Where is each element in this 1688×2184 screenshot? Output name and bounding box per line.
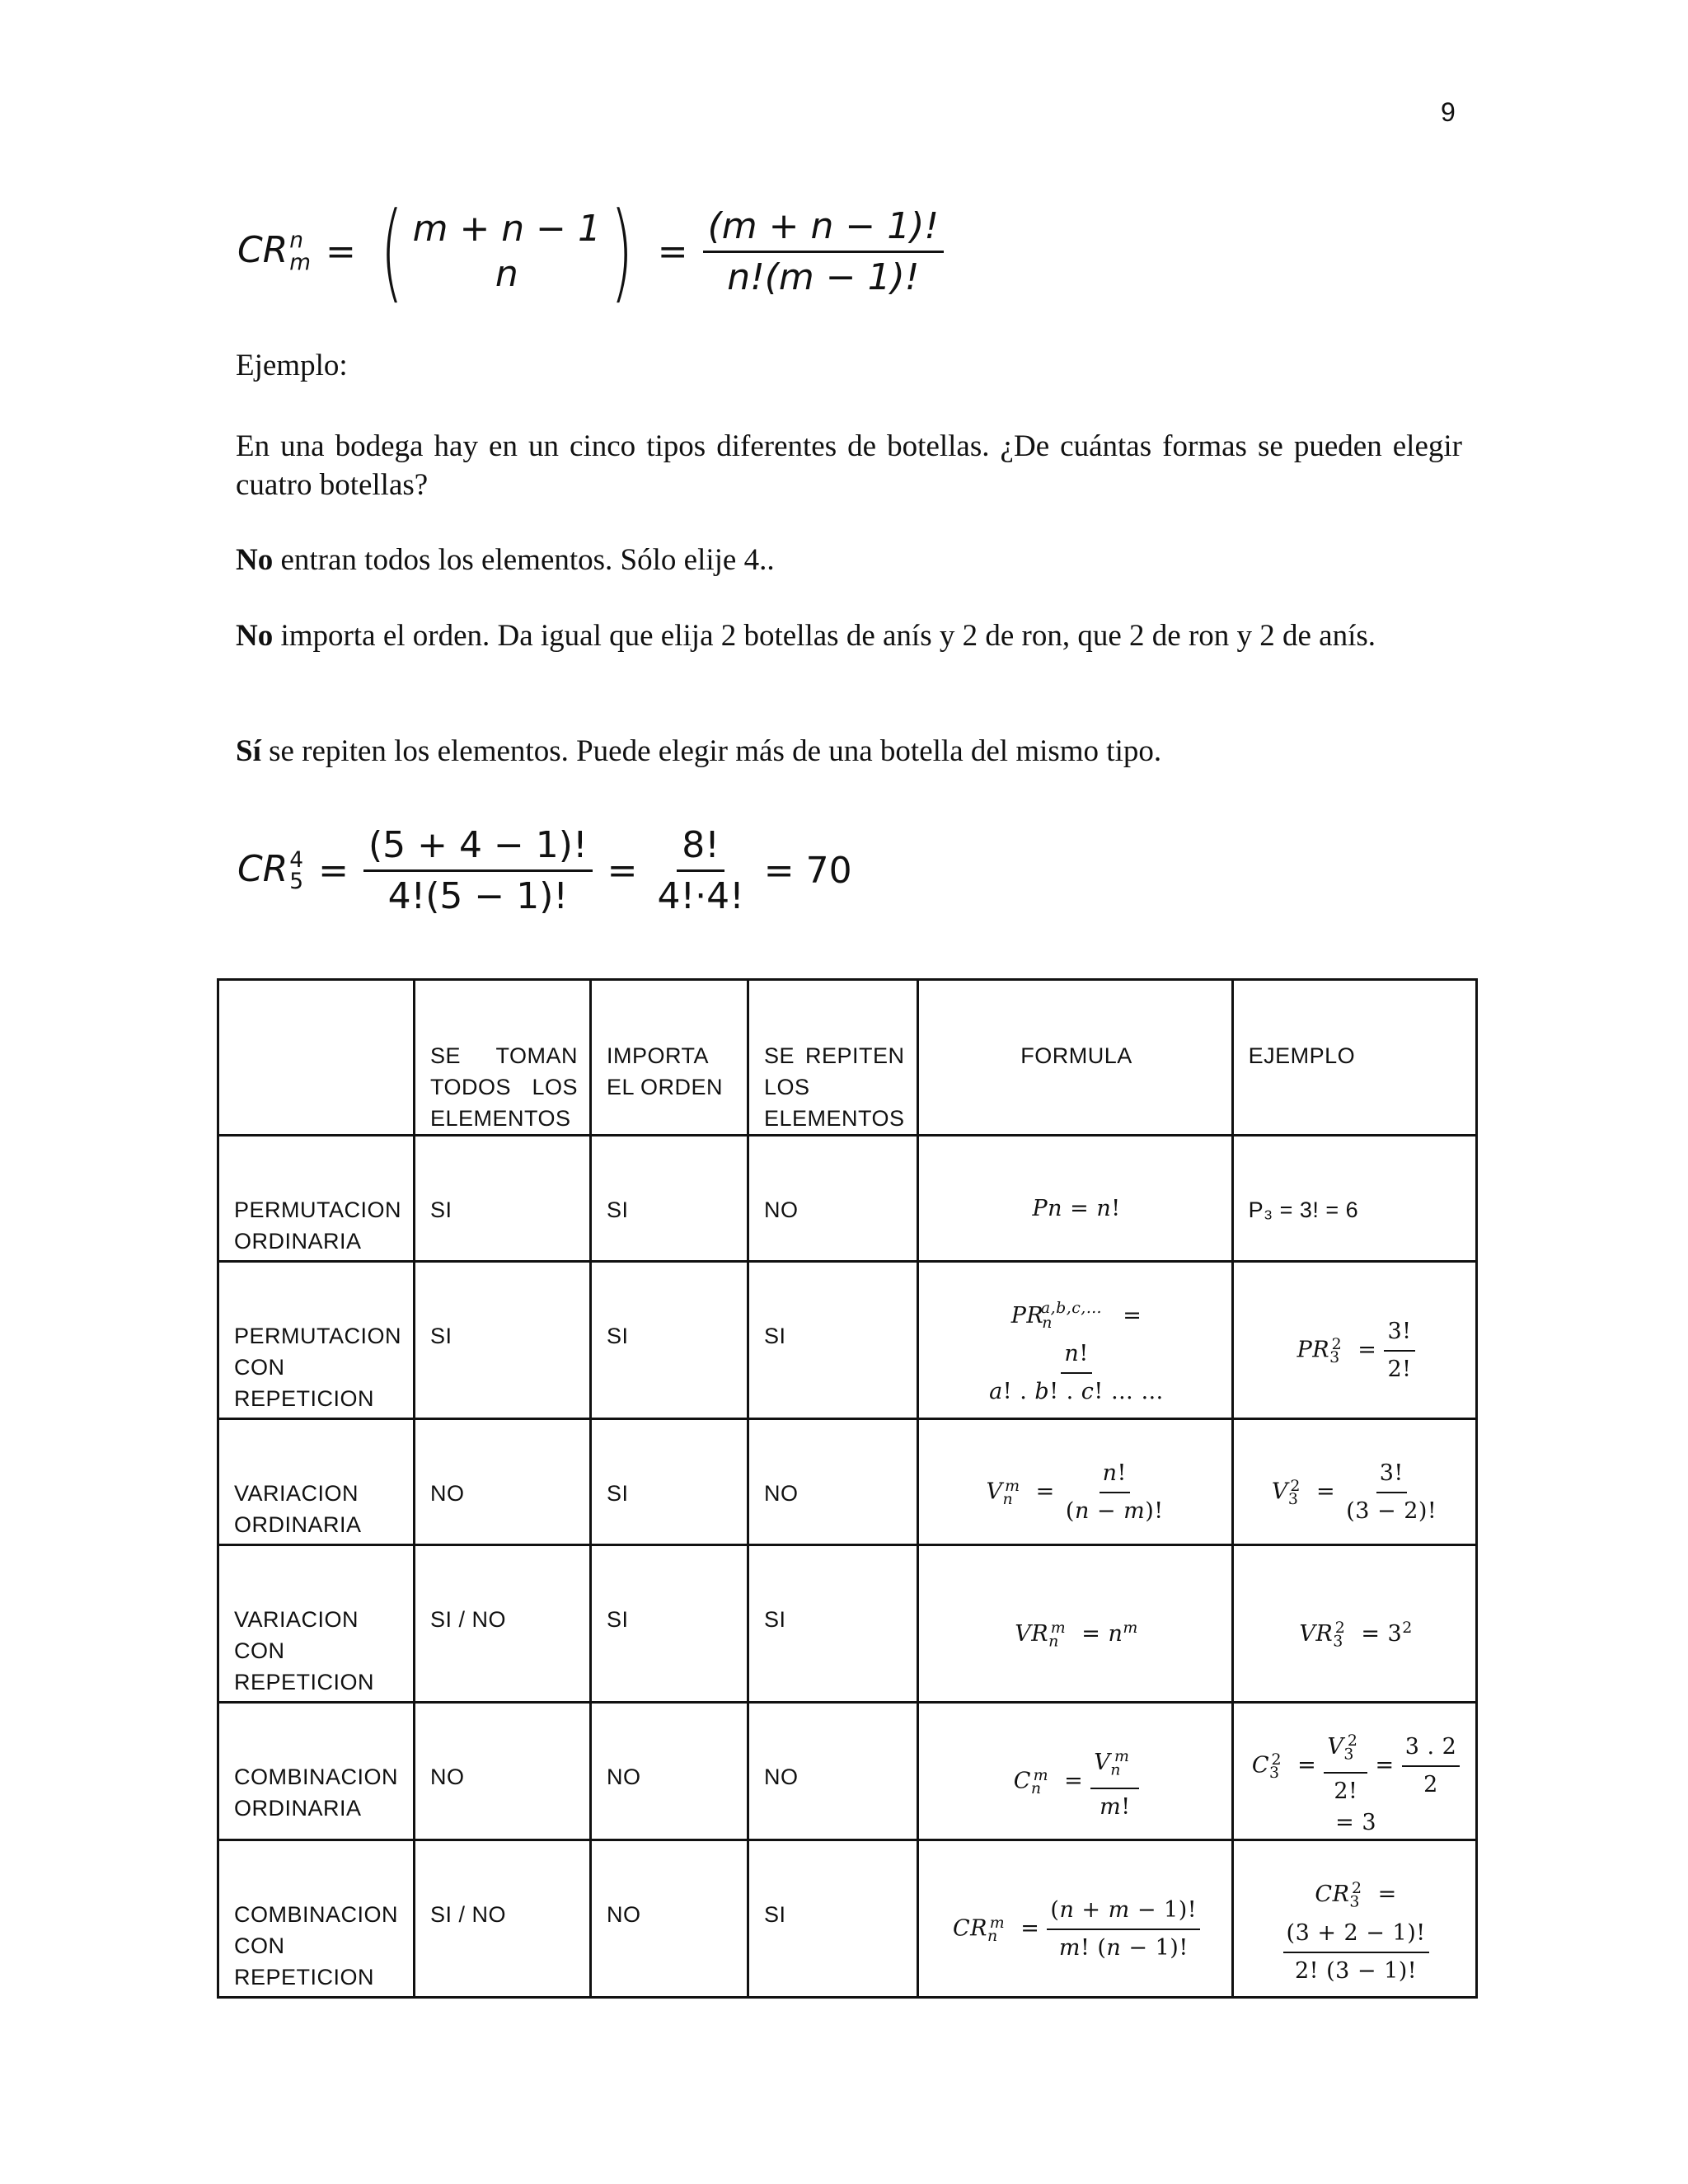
cell-ejemplo: $CR_3^2$ = $\frac{(3 + 2 - 1)!}{2! (3 - 1)!}$: [1232, 1840, 1476, 1998]
fraction: $\frac{(m + n - 1)!}{n!(m - 1)!}$: [703, 205, 944, 298]
cell-toman: SI: [415, 1136, 591, 1262]
table-row: [218, 1419, 1477, 1545]
header-ejemplo: EJEMPLO: [1232, 980, 1476, 1136]
table-row: [218, 1840, 1477, 1998]
cell-repiten: SI: [748, 1545, 918, 1703]
binom-top: m + n − 1: [412, 208, 602, 250]
cell-ejemplo: P₃ = 3! = 6: [1232, 1136, 1476, 1262]
table-row: [218, 1262, 1477, 1419]
cell-toman: NO: [415, 1419, 591, 1545]
table-row: [218, 1545, 1477, 1703]
cell-orden: SI: [591, 1545, 748, 1703]
cell-formula: $VR_n^m = n^m$: [917, 1545, 1232, 1703]
header-empty: [218, 980, 415, 1136]
table-row: [218, 1703, 1477, 1840]
example-question: En una bodega hay en un cinco tipos diferentes de botellas. ¿De cuántas formas se pueden elegir cuatro botellas?: [236, 429, 1462, 502]
cell-repiten: NO: [748, 1136, 918, 1262]
formula-combination-repetition-general: [237, 189, 944, 314]
binom-bottom: n: [495, 253, 518, 295]
paragraph-no-all-elements: No entran todos los elementos. Sólo elije 4..: [236, 543, 775, 577]
row-name: PERMUTACION ORDINARIA: [218, 1136, 415, 1262]
cell-formula: $CR_n^m$ = $\frac{(n + m - 1)!}{m! (n - 1)!}$: [917, 1840, 1232, 1998]
cell-ejemplo: $V_3^2$ = $\frac{3!}{(3 - 2)!}$: [1232, 1419, 1476, 1545]
equals-sign: =: [326, 230, 356, 273]
fraction: $\frac{(5 + 4 - 1)!}{4!(5 - 1)!}$: [363, 824, 593, 917]
row-name: PERMUTACION CON REPETICION: [218, 1262, 415, 1419]
cell-formula: $V_n^m$ = $\frac{n!}{(n - m)!}$: [917, 1419, 1232, 1545]
equals-sign: =: [657, 230, 688, 273]
combinatorics-summary-table: [217, 978, 1478, 1999]
table-header-row: [218, 980, 1477, 1136]
cell-toman: SI / NO: [415, 1545, 591, 1703]
header-se-toman: SE TOMAN TODOS LOS ELEMENTOS: [415, 980, 591, 1136]
cell-toman: SI: [415, 1262, 591, 1419]
cell-formula: $C_n^m$ = $\frac{V_n^m}{m!}$: [917, 1703, 1232, 1840]
equals-sign: =: [318, 850, 349, 892]
cell-orden: NO: [591, 1703, 748, 1840]
cell-orden: SI: [591, 1419, 748, 1545]
row-name: VARIACION CON REPETICION: [218, 1545, 415, 1703]
cell-repiten: NO: [748, 1419, 918, 1545]
cell-orden: SI: [591, 1262, 748, 1419]
header-importa-orden: IMPORTA EL ORDEN: [591, 980, 748, 1136]
cell-ejemplo: $PR_3^2$ = $\frac{3!}{2!}$: [1232, 1262, 1476, 1419]
example-heading: Ejemplo:: [236, 349, 348, 382]
row-name: COMBINACION ORDINARIA: [218, 1703, 415, 1840]
paragraph-repetition: Sí se repiten los elementos. Puede elegir más de una botella del mismo tipo.: [236, 734, 1162, 768]
cell-ejemplo: $C_3^2$ = $\frac{V_3^2}{2!}$ = $\frac{3 . 2}{2}$ = 3: [1232, 1703, 1476, 1840]
row-name: VARIACION ORDINARIA: [218, 1419, 415, 1545]
fraction: $\frac{8!}{4!\cdot 4!}$: [657, 824, 744, 917]
cell-orden: NO: [591, 1840, 748, 1998]
cell-orden: SI: [591, 1136, 748, 1262]
cell-formula: $PR_n^{a,b,c,\dots}$ = $\frac{n!}{a! . b! . c! \dots \dots}$: [917, 1262, 1232, 1419]
cell-toman: SI / NO: [415, 1840, 591, 1998]
cell-formula: Pn = n!: [917, 1136, 1232, 1262]
cell-repiten: NO: [748, 1703, 918, 1840]
row-name: COMBINACION CON REPETICION: [218, 1840, 415, 1998]
page-number: 9: [1441, 97, 1456, 127]
header-formula: FORMULA: [917, 980, 1232, 1136]
result: = 70: [763, 850, 852, 892]
cell-repiten: SI: [748, 1262, 918, 1419]
cell-ejemplo: $VR_3^2 = 3^2$: [1232, 1545, 1476, 1703]
header-se-repiten: SE REPITEN LOS ELEMENTOS: [748, 980, 918, 1136]
cell-repiten: SI: [748, 1840, 918, 1998]
cell-toman: NO: [415, 1703, 591, 1840]
equals-sign: =: [607, 850, 638, 892]
formula-lhs: CR 4 5: [237, 846, 304, 895]
table-row: [218, 1136, 1477, 1262]
binomial: ( m + n − 1 n ): [380, 189, 634, 314]
formula-combination-repetition-example: [237, 824, 867, 917]
formula-lhs: CR n m: [237, 227, 312, 275]
paragraph-order: No importa el orden. Da igual que elija 2 botellas de anís y 2 de ron, que 2 de ron y 2 de anís.: [236, 619, 1376, 653]
